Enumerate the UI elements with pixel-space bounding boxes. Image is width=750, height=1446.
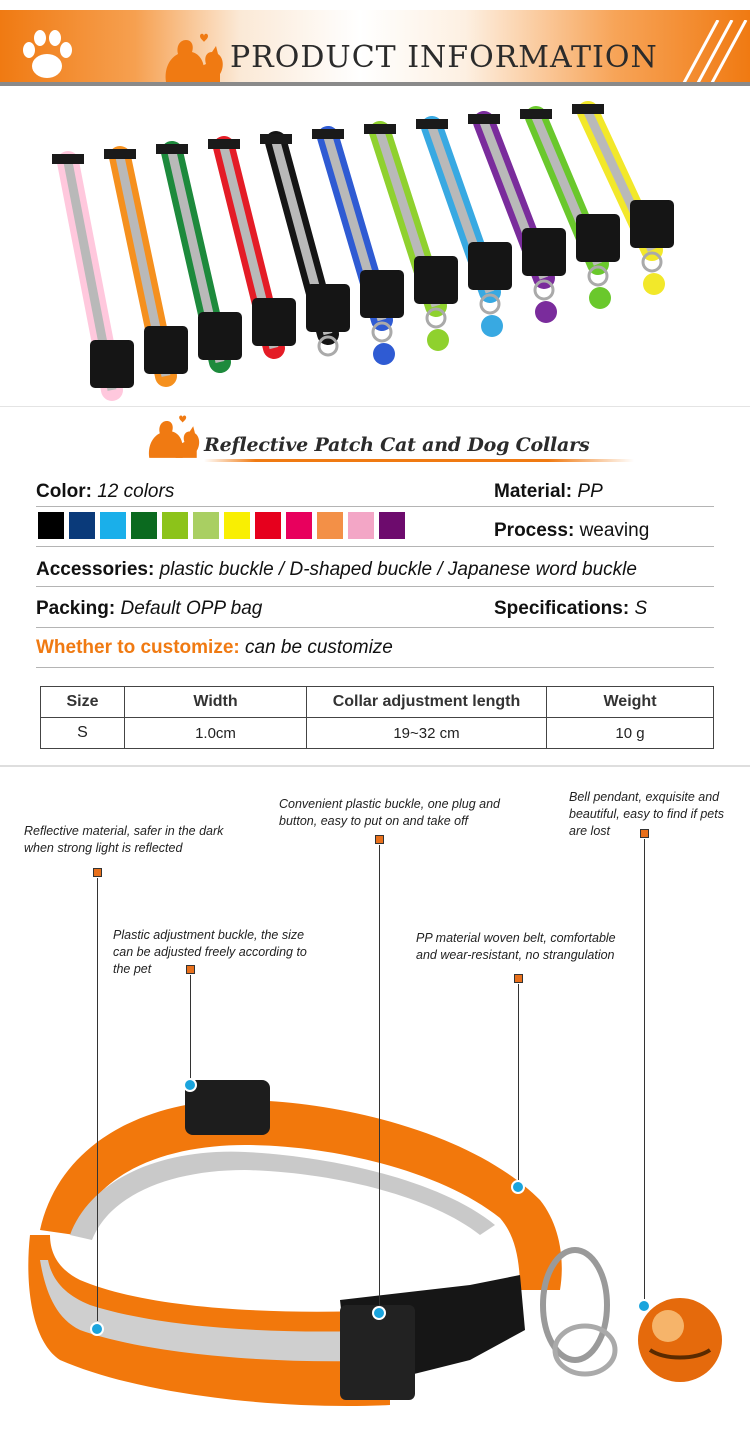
customize-label: Whether to customize:: [36, 637, 240, 658]
leader-line: [518, 984, 519, 1180]
divider: [36, 546, 714, 547]
marker-dot: [90, 1322, 104, 1336]
leader-line: [190, 975, 191, 1079]
material-label: Material:: [494, 481, 573, 502]
table-header-weight: Weight: [547, 687, 714, 718]
leader-line: [97, 878, 98, 1321]
color-swatch: [69, 512, 95, 539]
color-swatch: [100, 512, 126, 539]
marker-dot: [372, 1306, 386, 1320]
marker-square: [186, 965, 195, 974]
table-header-row: [41, 687, 714, 718]
annotation-reflective: Reflective material, safer in the dark when strong light is reflected: [24, 824, 224, 855]
leader-line: [379, 845, 380, 1307]
section-divider: [0, 765, 750, 767]
annotation-plastic-buckle: Convenient plastic buckle, one plug and button, easy to put on and take off: [279, 797, 500, 828]
divider: [36, 627, 714, 628]
table-header-size: Size: [41, 687, 125, 718]
color-swatch: [255, 512, 281, 539]
table-cell-adjustment-length: 19~32 cm: [307, 718, 547, 749]
dog-cat-logo-icon: [144, 410, 202, 460]
leader-line: [644, 839, 645, 1299]
color-swatch: [379, 512, 405, 539]
color-row: [36, 481, 174, 503]
color-swatch: [348, 512, 374, 539]
marker-dot: [637, 1299, 651, 1313]
color-swatch: [193, 512, 219, 539]
packing-value: Default OPP bag: [120, 598, 263, 619]
orange-collar-photo: [0, 1060, 750, 1446]
annotation-bell: Bell pendant, exquisite and beautiful, easy to find if pets are lost: [569, 790, 724, 838]
packing-row: [36, 598, 262, 620]
product-subtitle: Reflective Patch Cat and Dog Collars: [204, 434, 590, 456]
process-value: weaving: [579, 520, 650, 541]
accessories-label: Accessories:: [36, 559, 155, 580]
divider: [36, 667, 714, 668]
header-banner: [0, 10, 750, 84]
packing-label: Packing:: [36, 598, 116, 619]
color-swatch: [224, 512, 250, 539]
page-title: PRODUCT INFORMATION: [230, 40, 658, 75]
marker-square: [514, 974, 523, 983]
marker-dot: [183, 1078, 197, 1092]
customize-row: [36, 637, 393, 659]
divider: [36, 586, 714, 587]
process-label: Process:: [494, 520, 575, 541]
material-value: PP: [577, 481, 603, 502]
color-swatch: [162, 512, 188, 539]
specifications-row: [494, 598, 647, 620]
accessories-row: [36, 559, 637, 581]
color-value: 12 colors: [97, 481, 175, 502]
annotation-pp-belt: PP material woven belt, comfortable and wear-resistant, no strangulation: [416, 931, 616, 962]
specifications-value: S: [634, 598, 648, 619]
table-header-width: Width: [125, 687, 307, 718]
color-swatches: [38, 512, 405, 539]
process-row: [494, 520, 649, 542]
color-swatch: [317, 512, 343, 539]
subtitle-underline: [204, 459, 634, 462]
material-row: [494, 481, 603, 503]
color-label: Color:: [36, 481, 92, 502]
banner-divider: [0, 82, 750, 86]
size-table: [40, 686, 714, 749]
color-swatch: [286, 512, 312, 539]
table-cell-weight: 10 g: [547, 718, 714, 749]
color-swatch: [131, 512, 157, 539]
paw-print-icon: [18, 26, 76, 84]
table-row: [41, 718, 714, 749]
annotation-adjust-buckle: Plastic adjustment buckle, the size can be adjusted freely according to the pet: [113, 928, 307, 976]
marker-square: [375, 835, 384, 844]
photo-divider: [0, 406, 750, 407]
table-cell-width: 1.0cm: [125, 718, 307, 749]
customize-value: can be customize: [245, 637, 393, 658]
marker-dot: [511, 1180, 525, 1194]
table-cell-size: S: [41, 718, 125, 749]
marker-square: [93, 868, 102, 877]
color-swatch: [38, 512, 64, 539]
marker-square: [640, 829, 649, 838]
product-photo-collars: [0, 90, 750, 408]
table-header-adjustment-length: Collar adjustment length: [307, 687, 547, 718]
specifications-label: Specifications:: [494, 598, 630, 619]
divider: [36, 506, 714, 507]
dog-cat-logo-icon: [160, 28, 226, 84]
accessories-value: plastic buckle / D-shaped buckle / Japanese word buckle: [159, 559, 637, 580]
